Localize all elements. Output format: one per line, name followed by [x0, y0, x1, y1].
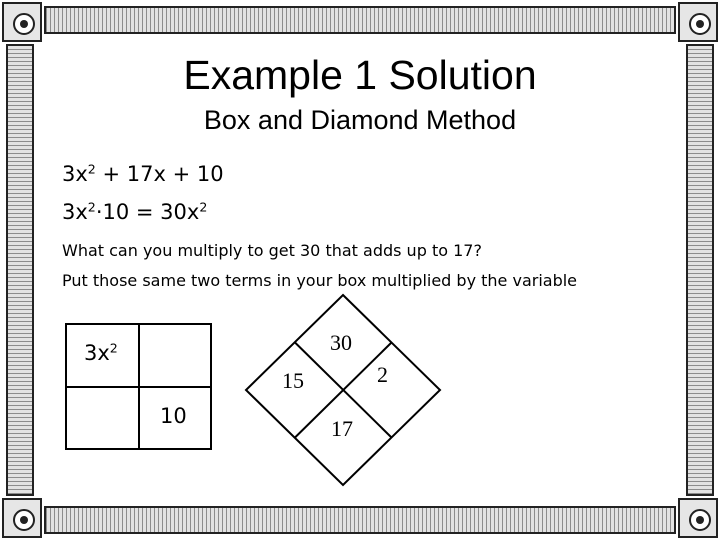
slide-title: Example 1 Solution — [183, 52, 537, 98]
question-text: What can you multiply to get 30 that adds up to 17? — [62, 241, 482, 260]
expr1-term: 3x — [62, 162, 88, 186]
expr1-rest: + 17x + 10 — [95, 162, 224, 186]
diamond-left-value: 15 — [282, 368, 304, 393]
expr2-exponent-1: 2 — [87, 199, 96, 215]
expr1-exponent: 2 — [87, 161, 96, 177]
slide-subtitle: Box and Diamond Method — [203, 105, 517, 135]
diamond-bottom-value: 17 — [331, 416, 353, 441]
diamond-top-value: 30 — [330, 330, 352, 355]
box-cell-exponent: 2 — [109, 340, 118, 356]
expr2-rest: ·10 = 30x — [95, 200, 200, 224]
instruction-text: Put those same two terms in your box multiplied by the variable — [62, 271, 578, 290]
diamond-right-value: 2 — [377, 362, 388, 387]
expr2-term: 3x — [62, 200, 88, 224]
box-cell-bottom-right: 10 — [160, 404, 187, 428]
box-cell-term: 3x — [84, 341, 110, 365]
expr2-exponent-2: 2 — [199, 199, 208, 215]
